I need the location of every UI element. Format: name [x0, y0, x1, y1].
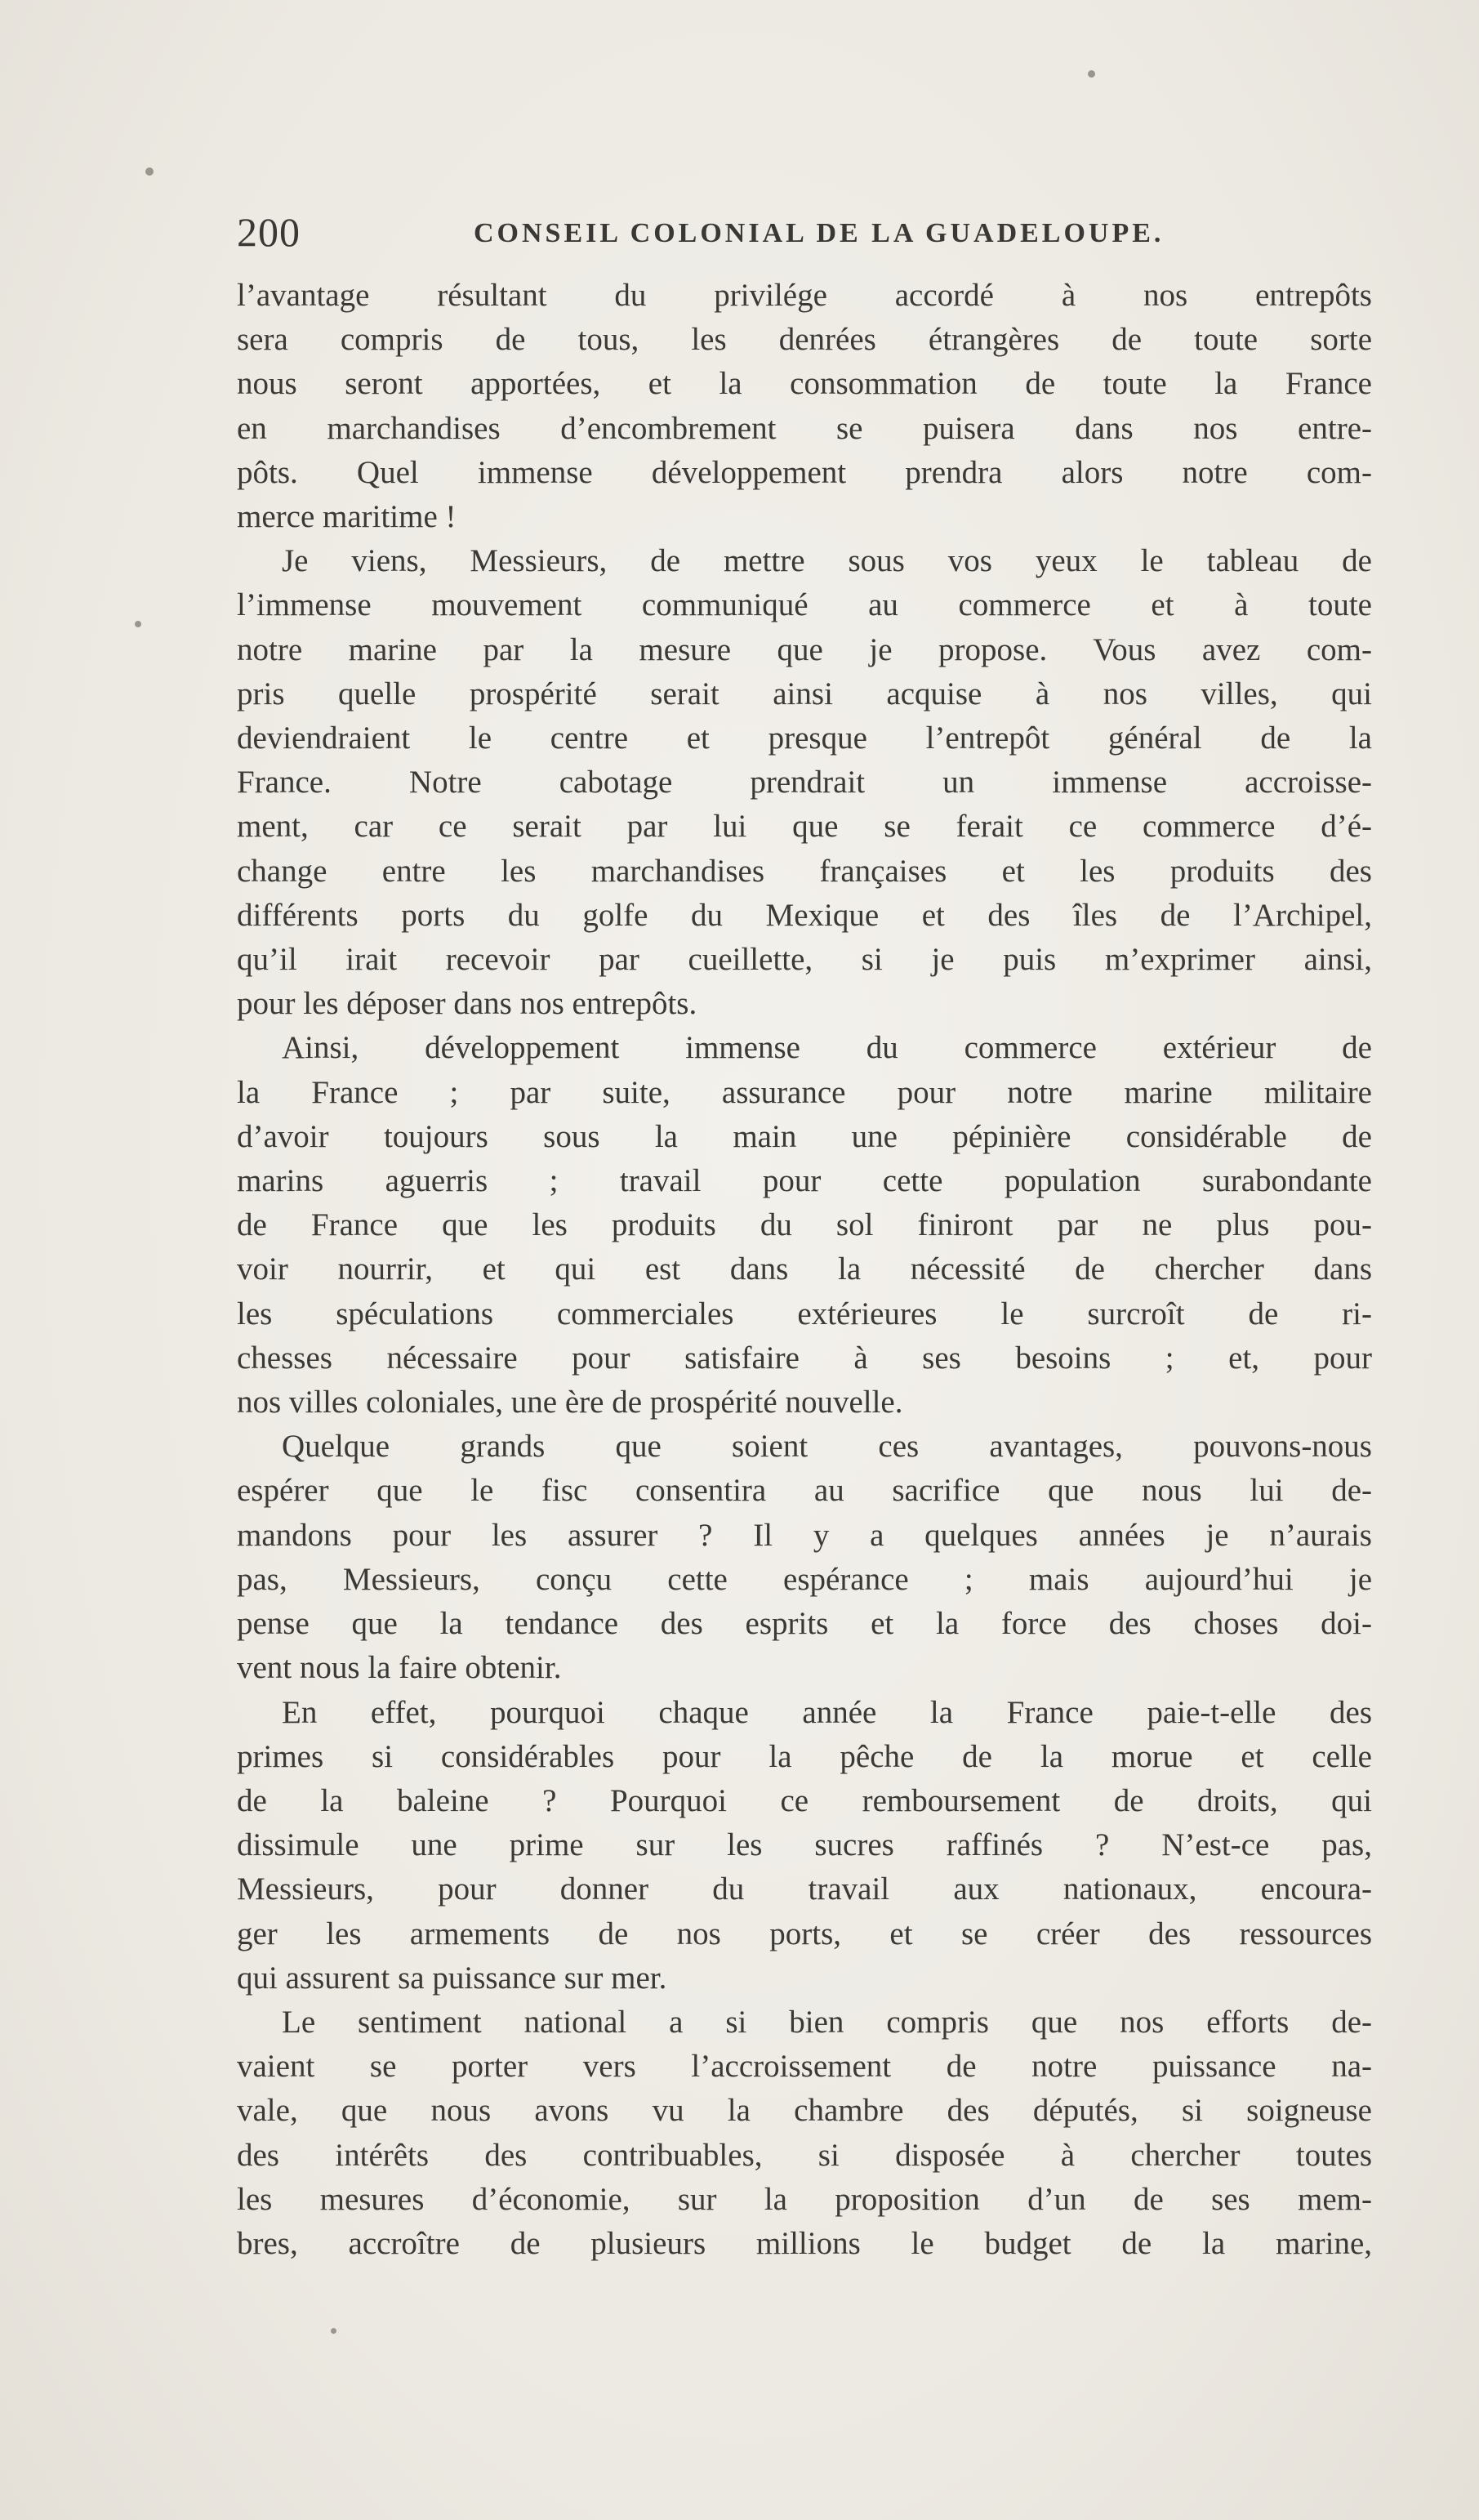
text-line: mandons pour les assurer ? Il y a quelques années je n’aurais	[237, 1517, 1372, 1553]
text-line: de France que les produits du sol finiront par ne plus pou-	[237, 1207, 1372, 1243]
text-line: En effet, pourquoi chaque année la France paie-t-elle des	[282, 1694, 1372, 1730]
text-line: Le sentiment national a si bien compris que nos efforts de-	[282, 2004, 1372, 2040]
page-number: 200	[237, 209, 301, 255]
body-text	[237, 274, 1372, 2266]
text-line: qui assurent sa puissance sur mer.	[237, 1960, 667, 1996]
text-line: en marchandises d’encombrement se puisera dans nos entre-	[237, 410, 1372, 446]
text-line: chesses nécessaire pour satisfaire à ses besoins ; et, pour	[237, 1340, 1372, 1376]
text-line: la France ; par suite, assurance pour notre marine militaire	[237, 1074, 1372, 1110]
text-line: primes si considérables pour la pêche de la morue et celle	[237, 1738, 1372, 1774]
text-line: nos villes coloniales, une ère de prospérité nouvelle.	[237, 1385, 903, 1421]
text-line: marins aguerris ; travail pour cette population surabondante	[237, 1163, 1372, 1199]
text-line: Je viens, Messieurs, de mettre sous vos yeux le tableau de	[282, 543, 1372, 579]
text-line: Quelque grands que soient ces avantages, pouvons-nous	[282, 1429, 1372, 1465]
text-line: pas, Messieurs, conçu cette espérance ; mais aujourd’hui je	[237, 1561, 1372, 1597]
text-line: ger les armements de nos ports, et se créer des ressources	[237, 1916, 1372, 1951]
text-line: pris quelle prospérité serait ainsi acquise à nos villes, qui	[237, 676, 1372, 711]
text-line: vaient se porter vers l’accroissement de notre puissance na-	[237, 2049, 1372, 2085]
paper-speck	[145, 167, 154, 176]
text-line: change entre les marchandises françaises et les produits des	[237, 853, 1372, 889]
text-line: deviendraient le centre et presque l’entrepôt général de la	[237, 720, 1372, 756]
text-line: bres, accroître de plusieurs millions le budget de la marine,	[237, 2225, 1372, 2261]
text-line: pense que la tendance des esprits et la force des choses doi-	[237, 1606, 1372, 1642]
text-line: voir nourrir, et qui est dans la nécessité de chercher dans	[237, 1251, 1372, 1287]
text-line: espérer que le fisc consentira au sacrifice que nous lui de-	[237, 1473, 1372, 1509]
text-line: les mesures d’économie, sur la proposition d’un de ses mem-	[237, 2181, 1372, 2217]
text-line: notre marine par la mesure que je propose. Vous avez com-	[237, 631, 1372, 667]
text-line: ment, car ce serait par lui que se ferait ce commerce d’é-	[237, 809, 1372, 845]
paper-speck	[331, 2328, 336, 2334]
text-line: l’avantage résultant du privilége accordé à nos entrepôts	[237, 278, 1372, 313]
text-line: dissimule une prime sur les sucres raffinés ? N’est-ce pas,	[237, 1827, 1372, 1863]
text-line: sera compris de tous, les denrées étrangères de toute sorte	[237, 322, 1372, 358]
text-line: l’immense mouvement communiqué au commerce et à toute	[237, 587, 1372, 623]
text-line: de la baleine ? Pourquoi ce remboursement de droits, qui	[237, 1782, 1372, 1818]
text-line: les spéculations commerciales extérieures le surcroît de ri-	[237, 1296, 1372, 1331]
text-line: Messieurs, pour donner du travail aux nationaux, encoura-	[237, 1871, 1372, 1907]
paper-speck	[1088, 70, 1095, 78]
text-line: d’avoir toujours sous la main une pépinière considérable de	[237, 1118, 1372, 1154]
text-line: des intérêts des contribuables, si disposée à chercher toutes	[237, 2137, 1372, 2173]
text-line: pôts. Quel immense développement prendra alors notre com-	[237, 454, 1372, 490]
text-line: vale, que nous avons vu la chambre des députés, si soigneuse	[237, 2093, 1372, 2129]
running-title: CONSEIL COLONIAL DE LA GUADELOUPE.	[474, 218, 1165, 248]
text-line: pour les déposer dans nos entrepôts.	[237, 986, 697, 1022]
page-header	[237, 208, 1364, 265]
text-line: vent nous la faire obtenir.	[237, 1650, 562, 1686]
text-line: Ainsi, développement immense du commerce extérieur de	[282, 1030, 1372, 1066]
text-line: merce maritime !	[237, 499, 457, 535]
text-line: qu’il irait recevoir par cueillette, si je puis m’exprimer ainsi,	[237, 942, 1372, 978]
text-line: nous seront apportées, et la consommation de toute la France	[237, 366, 1372, 402]
text-line: France. Notre cabotage prendrait un immense accroisse-	[237, 765, 1372, 801]
text-line: différents ports du golfe du Mexique et des îles de l’Archipel,	[237, 897, 1372, 933]
paper-speck	[135, 621, 141, 627]
